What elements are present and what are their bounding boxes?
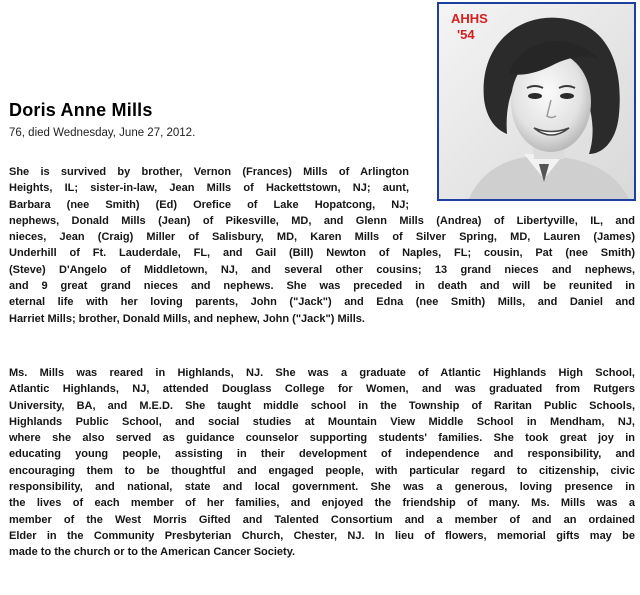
paragraph-line: made to the church or to the American Cancer Society. [9, 546, 296, 559]
biography-paragraph [9, 365, 635, 561]
paragraph-line: (Steve) D'Angelo of Middletown, NJ, and several other cousins; 13 grand nieces and nephews, [9, 263, 635, 276]
photo-label-year: '54 [457, 27, 475, 42]
paragraph-line: responsibility, and national, state and local government. She was a generous, loving presence in [9, 481, 635, 494]
paragraph-line: eternal life with her loving parents, John ("Jack") and Edna (nee Smith) Mills, and Daniel and [9, 296, 635, 309]
paragraph-line: Underhill of Ft. Lauderdale, FL, and Gail (Bill) Newton of Naples, FL; cousin, Pat (nee Smith) [9, 247, 635, 260]
paragraph-line: member of the West Morris Gifted and Talented Consortium and a member of and an ordained [9, 513, 635, 526]
paragraph-line: where she also served as guidance counselor supporting students' families. She took great joy in [9, 432, 635, 445]
paragraph-line: Harriet Mills; brother, Donald Mills, and nephew, John ("Jack") Mills. [9, 312, 365, 325]
paragraph-line: the lives of each member of her families, and enjoyed the friendship of many. Ms. Mills was a [9, 497, 635, 510]
paragraph-line: educating young people, assisting in their development of independence and responsibility, and [9, 448, 635, 461]
paragraph-line: encouraging them to be thoughtful and engaged people, with particular regard to citizenship, civic [9, 464, 635, 477]
photo-label-school: AHHS [451, 11, 488, 26]
paragraph-line: She is survived by brother, Vernon (Frances) Mills of Arlington [9, 166, 409, 178]
paragraph-line: Atlantic Highlands, NJ, attended Douglass College for Women, and was graduated from Rutgers [9, 383, 635, 396]
paragraph-line: Ms. Mills was reared in Highlands, NJ. She was a graduate of Atlantic Highlands High School, [9, 367, 635, 379]
paragraph-line: Heights, IL; sister-in-law, Jean Mills of Hackettstown, NJ; aunt, [9, 182, 409, 195]
paragraph-line: nephews, Donald Mills (Jean) of Pikesville, MD, and Glenn Mills (Andrea) of Libertyville, IL, and [9, 214, 635, 227]
obituary-name: Doris Anne Mills [9, 100, 153, 120]
survivors-paragraph [9, 164, 635, 327]
paragraph-line: University, BA, and M.E.D. She taught middle school in the Township of Raritan Public Schools, [9, 399, 635, 412]
paragraph-line: Barbara (nee Smith) (Ed) Orefice of Lake Hopatcong, NJ; [9, 198, 409, 211]
paragraph-line: Elder in the Community Presbyterian Church, Chester, NJ. In lieu of flowers, memorial gifts may be [9, 529, 635, 542]
paragraph-line: and 9 great grand nieces and nephews. She was preceded in death and will be reunited in [9, 280, 635, 293]
obituary-subline: 76, died Wednesday, June 27, 2012. [9, 127, 196, 139]
paragraph-line: nieces, Jean (Craig) Miller of Salisbury, MD, Karen Mills of Silver Spring, MD, Lauren (James) [9, 231, 635, 244]
paragraph-line: Highlands Public School, and social studies at Mountain View Middle School in Mendham, NJ, [9, 415, 635, 428]
